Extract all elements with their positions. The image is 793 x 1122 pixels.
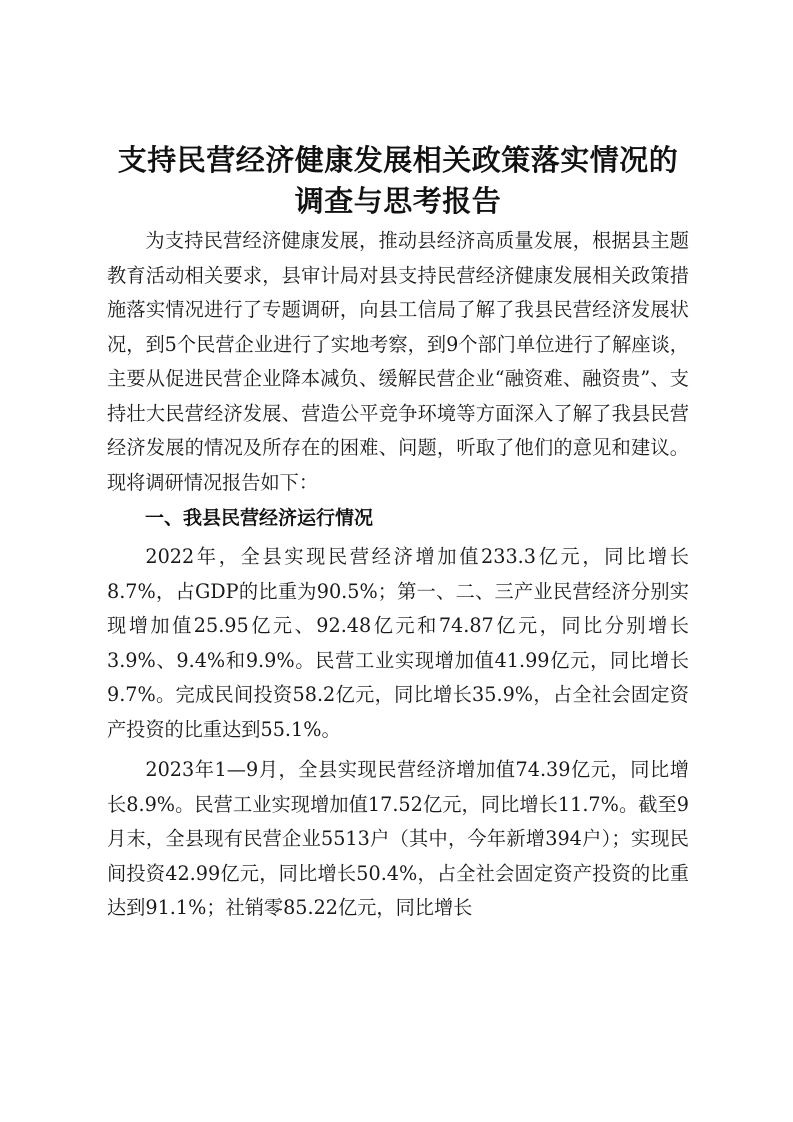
document-title: 支持民营经济健康发展相关政策落实情况的调查与思考报告	[117, 143, 679, 218]
section-heading-1: 一、我县民营经济运行情况	[145, 507, 374, 529]
intro-paragraph: 为支持民营经济健康发展，推动县经济高质量发展，根据县主题教育活动相关要求，县审计局对县支持民营经济健康发展相关政策措施落实情况进行了专题调研，向县工信局了解了我县民营经济发展状况，到5个民营企业进行了实地考察，到9个部门单位进行了解座谈，主要从促进民营企业降本减负、缓解民营企业“融资难、融资贵”、支持壮大民营经济发展、营造公平竞争环境等方面深入了解了我县民营经济发展的情况及所存在的困难、问题，听取了他们的意见和建议。现将调研情况报告如下：	[107, 229, 689, 494]
document-page	[107, 140, 689, 926]
paragraph-2023: 2023年1—9月，全县实现民营经济增加值74.39亿元，同比增长8.9%。民营工业实现增加值17.52亿元，同比增长11.7%。截至9月末，全县现有民营企业5513户（其中，今年新增394户）；实现民间投资42.99亿元，同比增长50.4%，占全社会固定资产投资的比重达到91.1%；社销零85.22亿元，同比增长	[107, 758, 689, 919]
paragraph-2022: 2022年，全县实现民营经济增加值233.3亿元，同比增长8.7%，占GDP的比重为90.5%；第一、二、三产业民营经济分别实现增加值25.95亿元、92.48亿元和74.87亿元，同比分别增长3.9%、9.4%和9.9%。民营工业实现增加值41.99亿元，同比增长9.7%。完成民间投资58.2亿元，同比增长35.9%，占全社会固定资产投资的比重达到55.1%。	[107, 545, 689, 741]
